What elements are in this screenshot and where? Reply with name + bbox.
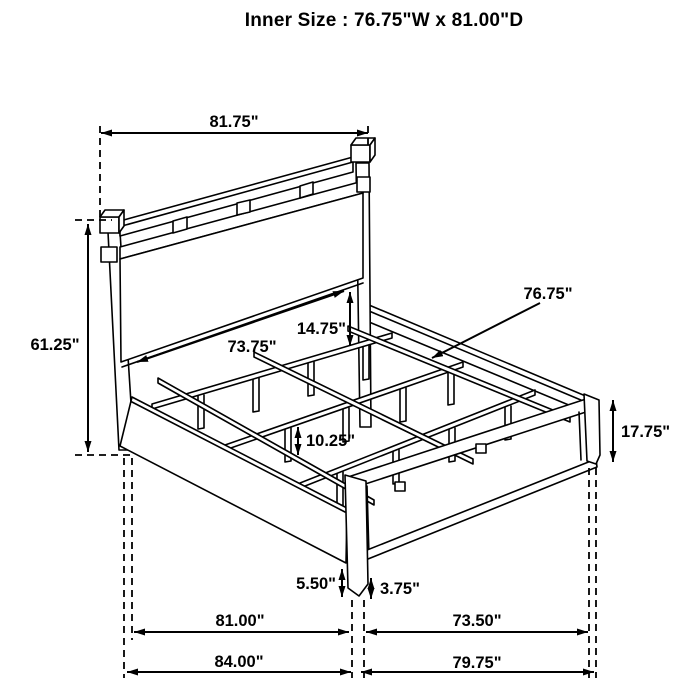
label-footboard-height: 17.75" — [621, 423, 671, 441]
label-outer-depth: 84.00" — [214, 653, 264, 671]
label-headboard-width: 81.75" — [209, 113, 259, 131]
slat-tab — [476, 444, 486, 453]
label-headboard-height: 61.25" — [30, 336, 80, 354]
headboard-slat — [237, 200, 250, 215]
label-headboard-inner-width: 73.75" — [227, 338, 277, 356]
label-slat-inner-width: 76.75" — [523, 285, 573, 303]
label-footboard-leg-clearance: 3.75" — [380, 580, 420, 598]
far-side-rail — [369, 305, 588, 413]
leader-slat-inner-width — [432, 303, 540, 358]
label-rail-ground-clearance: 5.50" — [296, 575, 336, 593]
inner-size-title: Inner Size : 76.75"W x 81.00"D — [244, 10, 524, 31]
slat-tab — [395, 482, 405, 491]
footboard — [345, 394, 600, 596]
label-footboard-inner-width: 73.50" — [452, 612, 502, 630]
label-footboard-outer-width: 79.75" — [452, 654, 502, 672]
footboard-near-leg — [345, 475, 368, 596]
bed-frame-drawing — [100, 138, 600, 596]
label-headboard-bottom-to-rail: 14.75" — [296, 320, 346, 338]
label-inner-depth: 81.00" — [215, 612, 265, 630]
center-support-rail — [348, 326, 570, 422]
label-slat-leg-height: 10.25" — [306, 432, 356, 450]
footboard-far-leg — [584, 394, 600, 464]
